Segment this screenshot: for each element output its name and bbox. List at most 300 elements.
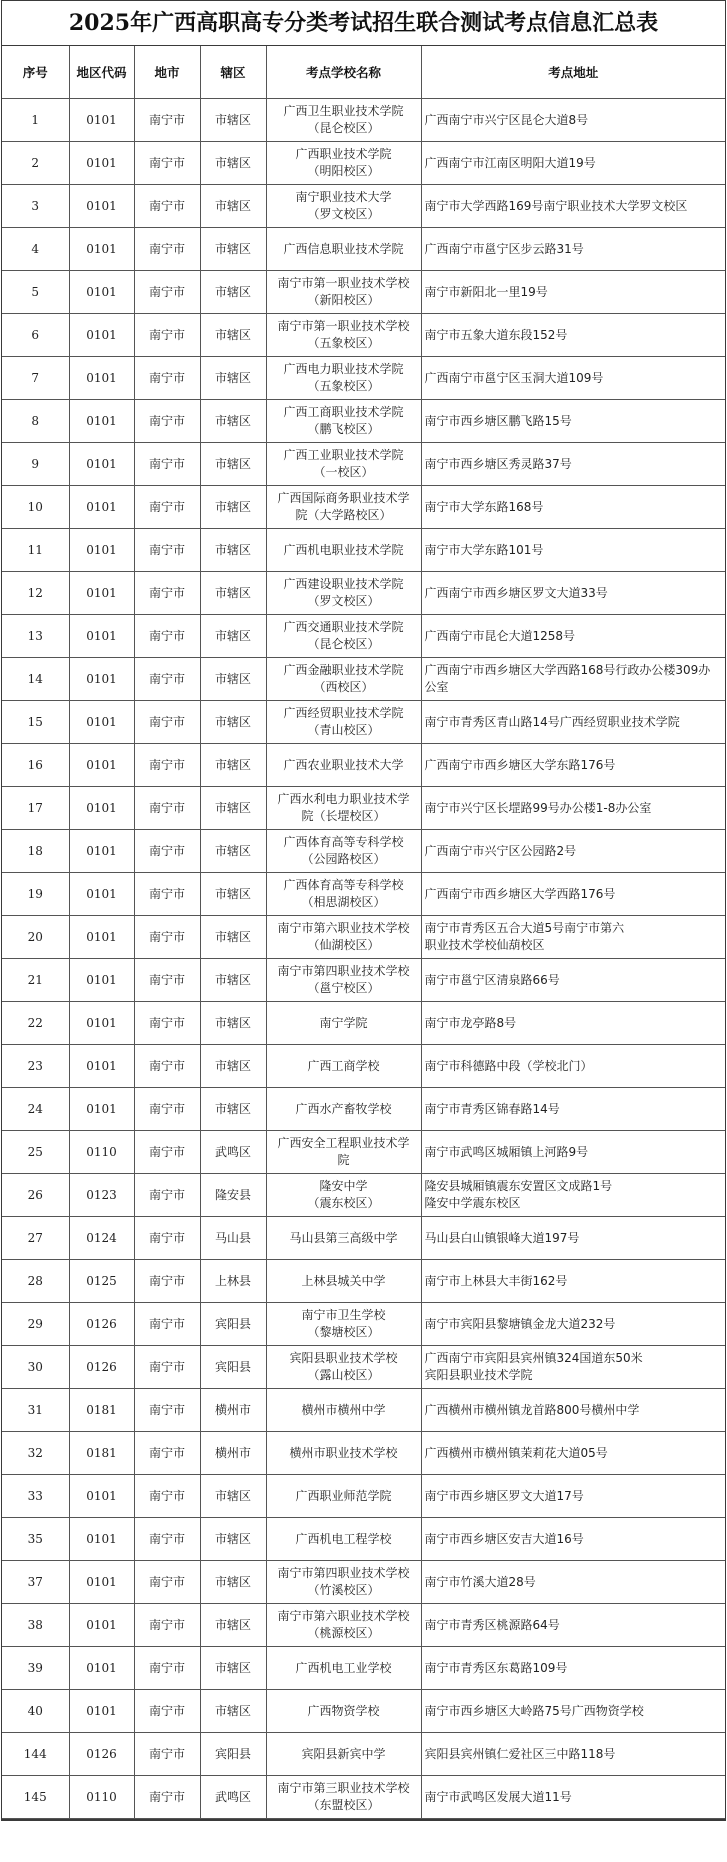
address xyxy=(421,916,725,959)
row-index: 28 xyxy=(2,1260,69,1303)
column-header-index: 序号 xyxy=(2,46,69,99)
column-header-district: 辖区 xyxy=(200,46,266,99)
address-line: 广西南宁市昆仑大道1258号 xyxy=(424,628,576,643)
city: 南宁市 xyxy=(134,916,200,959)
table-row xyxy=(2,916,725,959)
school-name xyxy=(266,142,421,185)
address xyxy=(421,271,725,314)
address-line: 南宁市邕宁区清泉路66号 xyxy=(424,972,560,987)
table-row xyxy=(2,314,725,357)
city: 南宁市 xyxy=(134,1346,200,1389)
address xyxy=(421,1217,725,1260)
school-name-line: 马山县第三高级中学 xyxy=(289,1230,398,1245)
address-line: 广西南宁市西乡塘区大学东路176号 xyxy=(424,757,616,772)
address xyxy=(421,1131,725,1174)
address xyxy=(421,1088,725,1131)
school-name-line: 广西职业技术学院 xyxy=(295,147,392,161)
address xyxy=(421,443,725,486)
district: 市辖区 xyxy=(200,142,266,185)
address xyxy=(421,572,725,615)
school-name xyxy=(266,228,421,271)
school-name-line: （竹溪校区） xyxy=(307,1583,380,1597)
school-name-line: 隆安中学 xyxy=(319,1179,368,1193)
address-line: 公室 xyxy=(424,680,449,694)
address xyxy=(421,1604,725,1647)
district: 武鸣区 xyxy=(200,1776,266,1819)
region-code: 0101 xyxy=(69,314,134,357)
region-code: 0101 xyxy=(69,443,134,486)
city: 南宁市 xyxy=(134,400,200,443)
table-row xyxy=(2,357,725,400)
address xyxy=(421,1389,725,1432)
city: 南宁市 xyxy=(134,615,200,658)
district: 市辖区 xyxy=(200,99,266,142)
district: 市辖区 xyxy=(200,658,266,701)
address-line: 南宁市西乡塘区秀灵路37号 xyxy=(424,456,572,471)
region-code: 0101 xyxy=(69,357,134,400)
school-name xyxy=(266,529,421,572)
address xyxy=(421,185,725,228)
school-name-line: 广西体育高等专科学校 xyxy=(283,835,404,849)
region-code: 0101 xyxy=(69,1002,134,1045)
address-line: 南宁市青秀区锦春路14号 xyxy=(424,1101,560,1116)
sheet-title: 2025年广西高职高专分类考试招生联合测试考点信息汇总表 xyxy=(2,1,725,46)
address-line: 隆安中学震东校区 xyxy=(424,1196,521,1210)
address xyxy=(421,1475,725,1518)
address xyxy=(421,959,725,1002)
school-name xyxy=(266,1561,421,1604)
city: 南宁市 xyxy=(134,830,200,873)
region-code: 0101 xyxy=(69,529,134,572)
address-line: 隆安县城厢镇震东安置区文成路1号 xyxy=(424,1179,613,1193)
district: 市辖区 xyxy=(200,357,266,400)
address-line: 南宁市武鸣区城厢镇上河路9号 xyxy=(424,1144,589,1159)
region-code: 0101 xyxy=(69,486,134,529)
school-name-line: （仙湖校区） xyxy=(307,938,380,952)
school-name-line: 广西农业职业技术大学 xyxy=(283,757,404,772)
row-index: 38 xyxy=(2,1604,69,1647)
address xyxy=(421,1174,725,1217)
school-name-line: 广西信息职业技术学院 xyxy=(283,241,404,256)
city: 南宁市 xyxy=(134,1776,200,1819)
city: 南宁市 xyxy=(134,99,200,142)
school-name-line: 院（长堽校区） xyxy=(301,809,386,823)
table-row xyxy=(2,142,725,185)
school-name xyxy=(266,1303,421,1346)
school-name-line: 横州市横州中学 xyxy=(301,1402,386,1417)
table-row xyxy=(2,1389,725,1432)
school-name xyxy=(266,1432,421,1475)
row-index: 12 xyxy=(2,572,69,615)
city: 南宁市 xyxy=(134,486,200,529)
row-index: 26 xyxy=(2,1174,69,1217)
region-code: 0101 xyxy=(69,873,134,916)
region-code: 0101 xyxy=(69,1518,134,1561)
district: 隆安县 xyxy=(200,1174,266,1217)
address xyxy=(421,1303,725,1346)
table-row xyxy=(2,1733,725,1776)
school-name-line: （五象校区） xyxy=(307,336,380,350)
table-row xyxy=(2,1174,725,1217)
school-name xyxy=(266,1389,421,1432)
school-name-line: （邕宁校区） xyxy=(307,981,380,995)
table-row xyxy=(2,1604,725,1647)
city: 南宁市 xyxy=(134,142,200,185)
school-name-line: 广西机电职业技术学院 xyxy=(283,542,404,557)
table-row xyxy=(2,1432,725,1475)
school-name-line: （桃源校区） xyxy=(307,1626,380,1640)
school-name-line: 广西机电工业学校 xyxy=(295,1660,392,1675)
city: 南宁市 xyxy=(134,271,200,314)
school-name-line: 南宁市第四职业技术学校 xyxy=(277,1566,410,1580)
school-name xyxy=(266,1690,421,1733)
region-code: 0110 xyxy=(69,1776,134,1819)
row-index: 30 xyxy=(2,1346,69,1389)
city: 南宁市 xyxy=(134,787,200,830)
region-code: 0101 xyxy=(69,744,134,787)
row-index: 40 xyxy=(2,1690,69,1733)
region-code: 0181 xyxy=(69,1432,134,1475)
school-name-line: （鹏飞校区） xyxy=(307,422,380,436)
row-index: 145 xyxy=(2,1776,69,1819)
exam-site-summary-sheet xyxy=(1,0,726,1821)
city: 南宁市 xyxy=(134,1690,200,1733)
city: 南宁市 xyxy=(134,1475,200,1518)
row-index: 11 xyxy=(2,529,69,572)
address xyxy=(421,314,725,357)
row-index: 37 xyxy=(2,1561,69,1604)
row-index: 22 xyxy=(2,1002,69,1045)
district: 市辖区 xyxy=(200,1045,266,1088)
city: 南宁市 xyxy=(134,572,200,615)
district: 市辖区 xyxy=(200,572,266,615)
region-code: 0126 xyxy=(69,1303,134,1346)
school-name-line: （五象校区） xyxy=(307,379,380,393)
school-name-line: 广西卫生职业技术学院 xyxy=(283,104,404,118)
school-name-line: 南宁市第六职业技术学校 xyxy=(277,1609,410,1623)
school-name-line: 院 xyxy=(337,1153,350,1167)
region-code: 0101 xyxy=(69,1088,134,1131)
school-name xyxy=(266,959,421,1002)
address-line: 广西南宁市江南区明阳大道19号 xyxy=(424,155,596,170)
region-code: 0101 xyxy=(69,1647,134,1690)
address-line: 南宁市上林县大丰街162号 xyxy=(424,1273,568,1288)
address-line: 广西横州市横州镇龙首路800号横州中学 xyxy=(424,1402,640,1417)
row-index: 21 xyxy=(2,959,69,1002)
region-code: 0101 xyxy=(69,830,134,873)
address xyxy=(421,228,725,271)
district: 市辖区 xyxy=(200,314,266,357)
address-line: 南宁市科德路中段（学校北门） xyxy=(424,1058,593,1073)
row-index: 15 xyxy=(2,701,69,744)
row-index: 6 xyxy=(2,314,69,357)
school-name-line: 南宁学院 xyxy=(319,1015,368,1030)
school-name-line: 南宁市第六职业技术学校 xyxy=(277,921,410,935)
table-row xyxy=(2,959,725,1002)
region-code: 0101 xyxy=(69,572,134,615)
table-row xyxy=(2,400,725,443)
school-name-line: 广西工商学校 xyxy=(307,1058,380,1073)
address-line: 宾阳县宾州镇仁爱社区三中路118号 xyxy=(424,1746,616,1761)
address-line: 南宁市兴宁区长堽路99号办公楼1-8办公室 xyxy=(424,800,652,815)
school-name-line: 广西水产畜牧学校 xyxy=(295,1101,392,1116)
row-index: 7 xyxy=(2,357,69,400)
school-name-line: 广西国际商务职业技术学 xyxy=(277,491,410,505)
city: 南宁市 xyxy=(134,1432,200,1475)
region-code: 0101 xyxy=(69,142,134,185)
school-name xyxy=(266,1045,421,1088)
address xyxy=(421,615,725,658)
address-line: 广西南宁市兴宁区昆仑大道8号 xyxy=(424,112,589,127)
school-name xyxy=(266,400,421,443)
region-code: 0101 xyxy=(69,400,134,443)
city: 南宁市 xyxy=(134,228,200,271)
school-name-line: （黎塘校区） xyxy=(307,1325,380,1339)
address xyxy=(421,529,725,572)
region-code: 0101 xyxy=(69,271,134,314)
table-row xyxy=(2,1045,725,1088)
school-name-line: （露山校区） xyxy=(307,1368,380,1382)
row-index: 2 xyxy=(2,142,69,185)
address-line: 广西横州市横州镇茉莉花大道05号 xyxy=(424,1445,608,1460)
district: 宾阳县 xyxy=(200,1303,266,1346)
address xyxy=(421,1690,725,1733)
row-index: 25 xyxy=(2,1131,69,1174)
district: 宾阳县 xyxy=(200,1733,266,1776)
school-name-line: 南宁市第四职业技术学校 xyxy=(277,964,410,978)
row-index: 32 xyxy=(2,1432,69,1475)
school-name-line: 广西经贸职业技术学院 xyxy=(283,706,404,720)
region-code: 0101 xyxy=(69,1561,134,1604)
city: 南宁市 xyxy=(134,1088,200,1131)
district: 市辖区 xyxy=(200,1690,266,1733)
address xyxy=(421,1432,725,1475)
address-line: 南宁市五象大道东段152号 xyxy=(424,327,568,342)
school-name-line: 横州市职业技术学校 xyxy=(289,1445,398,1460)
school-name-line: 广西机电工程学校 xyxy=(295,1531,392,1546)
row-index: 17 xyxy=(2,787,69,830)
table-row xyxy=(2,787,725,830)
school-name-line: （新阳校区） xyxy=(307,293,380,307)
school-name-line: 南宁市第一职业技术学校 xyxy=(277,276,410,290)
district: 市辖区 xyxy=(200,830,266,873)
district: 市辖区 xyxy=(200,1561,266,1604)
city: 南宁市 xyxy=(134,1002,200,1045)
table-row xyxy=(2,1776,725,1819)
table-row xyxy=(2,1690,725,1733)
address-line: 南宁市龙亭路8号 xyxy=(424,1015,517,1030)
school-name xyxy=(266,787,421,830)
district: 市辖区 xyxy=(200,443,266,486)
row-index: 4 xyxy=(2,228,69,271)
address-line: 南宁市青秀区桃源路64号 xyxy=(424,1617,560,1632)
row-index: 18 xyxy=(2,830,69,873)
city: 南宁市 xyxy=(134,1389,200,1432)
table-row xyxy=(2,615,725,658)
address-line: 南宁市青秀区五合大道5号南宁市第六 xyxy=(424,921,625,935)
table-body xyxy=(2,99,725,1819)
district: 市辖区 xyxy=(200,1647,266,1690)
table-row xyxy=(2,1561,725,1604)
school-name xyxy=(266,486,421,529)
school-name xyxy=(266,916,421,959)
table-row xyxy=(2,873,725,916)
region-code: 0125 xyxy=(69,1260,134,1303)
address xyxy=(421,1346,725,1389)
district: 横州市 xyxy=(200,1389,266,1432)
row-index: 29 xyxy=(2,1303,69,1346)
school-name xyxy=(266,1131,421,1174)
city: 南宁市 xyxy=(134,1733,200,1776)
region-code: 0101 xyxy=(69,1045,134,1088)
city: 南宁市 xyxy=(134,1303,200,1346)
row-index: 39 xyxy=(2,1647,69,1690)
table-row xyxy=(2,1647,725,1690)
district: 市辖区 xyxy=(200,701,266,744)
table-row xyxy=(2,486,725,529)
district: 市辖区 xyxy=(200,873,266,916)
table-row xyxy=(2,99,725,142)
address-line: 广西南宁市西乡塘区大学西路176号 xyxy=(424,886,616,901)
address-line: 南宁市西乡塘区鹏飞路15号 xyxy=(424,413,572,428)
district: 市辖区 xyxy=(200,486,266,529)
school-name-line: 广西交通职业技术学院 xyxy=(283,620,404,634)
address-line: 南宁市大学东路101号 xyxy=(424,542,544,557)
city: 南宁市 xyxy=(134,658,200,701)
school-name-line: （明阳校区） xyxy=(307,164,380,178)
address xyxy=(421,701,725,744)
column-header-region-code: 地区代码 xyxy=(69,46,134,99)
region-code: 0101 xyxy=(69,99,134,142)
address-line: 南宁市新阳北一里19号 xyxy=(424,284,548,299)
row-index: 35 xyxy=(2,1518,69,1561)
region-code: 0110 xyxy=(69,1131,134,1174)
school-name-line: （一校区） xyxy=(313,465,374,479)
school-name-line: （震东校区） xyxy=(307,1196,380,1210)
city: 南宁市 xyxy=(134,529,200,572)
address-line: 南宁市大学西路169号南宁职业技术大学罗文校区 xyxy=(424,198,688,213)
school-name xyxy=(266,615,421,658)
address xyxy=(421,357,725,400)
table-row xyxy=(2,830,725,873)
school-name xyxy=(266,658,421,701)
address xyxy=(421,744,725,787)
region-code: 0123 xyxy=(69,1174,134,1217)
district: 马山县 xyxy=(200,1217,266,1260)
district: 市辖区 xyxy=(200,400,266,443)
school-name xyxy=(266,1776,421,1819)
table-row xyxy=(2,1088,725,1131)
region-code: 0101 xyxy=(69,185,134,228)
school-name xyxy=(266,99,421,142)
address-line: 广西南宁市邕宁区步云路31号 xyxy=(424,241,584,256)
region-code: 0101 xyxy=(69,228,134,271)
city: 南宁市 xyxy=(134,1518,200,1561)
address xyxy=(421,1045,725,1088)
district: 武鸣区 xyxy=(200,1131,266,1174)
table-header-row xyxy=(2,46,725,99)
district: 市辖区 xyxy=(200,916,266,959)
school-name-line: （昆仑校区） xyxy=(307,637,380,651)
row-index: 8 xyxy=(2,400,69,443)
table-row xyxy=(2,271,725,314)
address-line: 南宁市西乡塘区大岭路75号广西物资学校 xyxy=(424,1703,644,1718)
address xyxy=(421,873,725,916)
school-name xyxy=(266,1217,421,1260)
address-line: 南宁市竹溪大道28号 xyxy=(424,1574,536,1589)
address xyxy=(421,1561,725,1604)
school-name xyxy=(266,357,421,400)
address-line: 南宁市大学东路168号 xyxy=(424,499,544,514)
table-row xyxy=(2,529,725,572)
region-code: 0101 xyxy=(69,615,134,658)
region-code: 0101 xyxy=(69,701,134,744)
address-line: 广西南宁市西乡塘区大学西路168号行政办公楼309办 xyxy=(424,663,711,677)
column-header-school-name: 考点学校名称 xyxy=(266,46,421,99)
school-name-line: 宾阳县新宾中学 xyxy=(301,1746,386,1761)
school-name-line: 广西金融职业技术学院 xyxy=(283,663,404,677)
city: 南宁市 xyxy=(134,1217,200,1260)
school-name-line: 南宁市卫生学校 xyxy=(301,1308,386,1322)
row-index: 24 xyxy=(2,1088,69,1131)
district: 宾阳县 xyxy=(200,1346,266,1389)
school-name-line: 南宁市第一职业技术学校 xyxy=(277,319,410,333)
row-index: 27 xyxy=(2,1217,69,1260)
region-code: 0126 xyxy=(69,1733,134,1776)
region-code: 0101 xyxy=(69,959,134,1002)
school-name-line: 广西工商职业技术学院 xyxy=(283,405,404,419)
city: 南宁市 xyxy=(134,873,200,916)
district: 上林县 xyxy=(200,1260,266,1303)
school-name-line: 广西建设职业技术学院 xyxy=(283,577,404,591)
district: 市辖区 xyxy=(200,787,266,830)
school-name xyxy=(266,314,421,357)
school-name xyxy=(266,1088,421,1131)
table-row xyxy=(2,1131,725,1174)
school-name-line: （昆仑校区） xyxy=(307,121,380,135)
row-index: 10 xyxy=(2,486,69,529)
address xyxy=(421,1002,725,1045)
city: 南宁市 xyxy=(134,959,200,1002)
column-header-city: 地市 xyxy=(134,46,200,99)
district: 市辖区 xyxy=(200,271,266,314)
table-row xyxy=(2,701,725,744)
school-name xyxy=(266,572,421,615)
address-line: 南宁市西乡塘区罗文大道17号 xyxy=(424,1488,584,1503)
address-line: 南宁市青秀区青山路14号广西经贸职业技术学院 xyxy=(424,714,680,729)
district: 市辖区 xyxy=(200,1604,266,1647)
table-row xyxy=(2,744,725,787)
region-code: 0101 xyxy=(69,1690,134,1733)
city: 南宁市 xyxy=(134,1131,200,1174)
school-name-line: 广西物资学校 xyxy=(307,1703,380,1718)
school-name-line: （罗文校区） xyxy=(307,594,380,608)
address-line: 广西南宁市宾阳县宾州镇324国道东50米 xyxy=(424,1351,643,1365)
district: 市辖区 xyxy=(200,615,266,658)
school-name xyxy=(266,1518,421,1561)
district: 市辖区 xyxy=(200,1475,266,1518)
address-line: 广西南宁市邕宁区玉洞大道109号 xyxy=(424,370,604,385)
address-line: 马山县白山镇银峰大道197号 xyxy=(424,1230,580,1245)
school-name xyxy=(266,1260,421,1303)
city: 南宁市 xyxy=(134,1260,200,1303)
row-index: 13 xyxy=(2,615,69,658)
school-name xyxy=(266,443,421,486)
table-row xyxy=(2,1475,725,1518)
address xyxy=(421,1733,725,1776)
table-row xyxy=(2,443,725,486)
row-index: 16 xyxy=(2,744,69,787)
